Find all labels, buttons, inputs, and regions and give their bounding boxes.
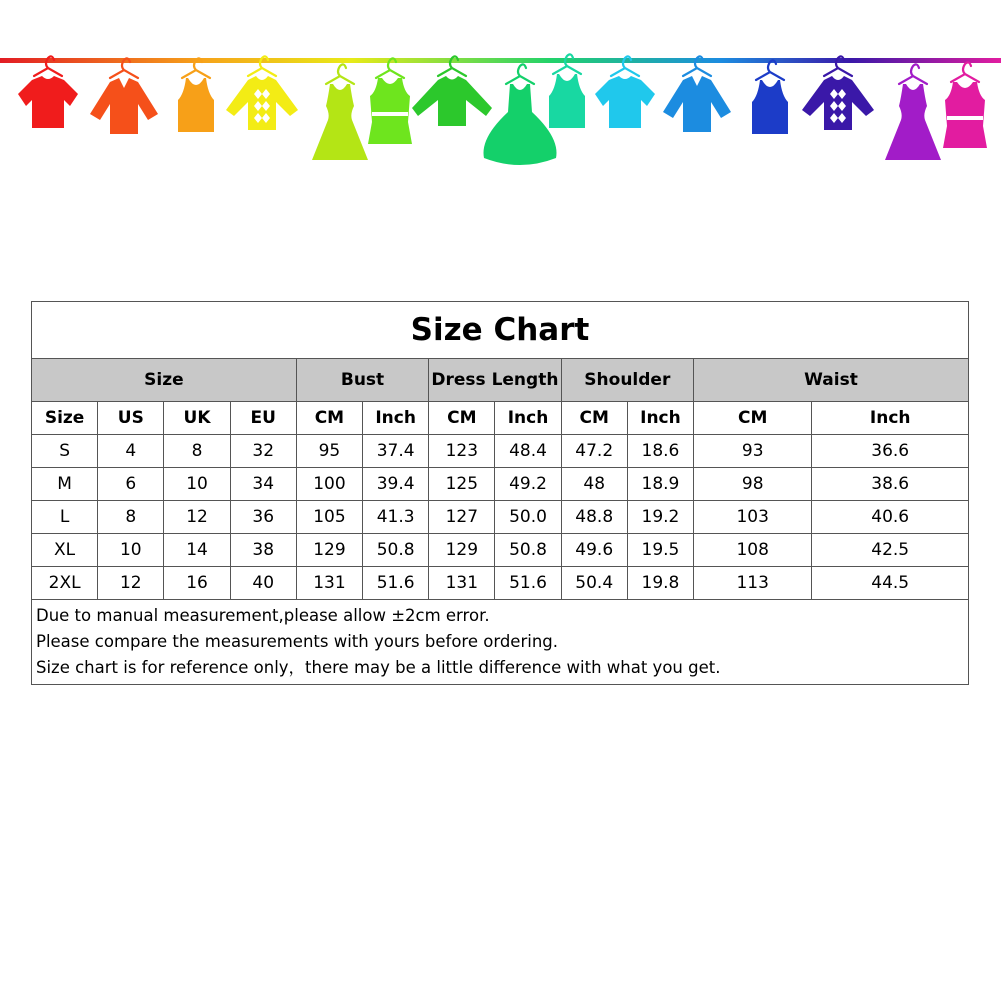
table-cell: 10 (164, 468, 230, 501)
table-cell: 93 (694, 435, 812, 468)
table-cell: 98 (694, 468, 812, 501)
table-cell: 18.9 (627, 468, 693, 501)
group-header-waist: Waist (694, 359, 969, 402)
table-cell: 16 (164, 567, 230, 600)
table-cell: 19.8 (627, 567, 693, 600)
table-row (32, 435, 969, 468)
table-cell: 36 (230, 501, 296, 534)
table-cell: 8 (98, 501, 164, 534)
table-cell: XL (32, 534, 98, 567)
table-cell: 10 (98, 534, 164, 567)
garment-icon (412, 56, 492, 126)
column-header: Inch (627, 402, 693, 435)
table-cell: 38.6 (812, 468, 969, 501)
table-cell: 50.8 (495, 534, 561, 567)
table-cell: 40.6 (812, 501, 969, 534)
group-header-shoulder: Shoulder (561, 359, 693, 402)
table-cell: 100 (296, 468, 362, 501)
table-cell: 8 (164, 435, 230, 468)
column-header: EU (230, 402, 296, 435)
table-cell: 129 (296, 534, 362, 567)
column-header: Inch (363, 402, 429, 435)
clothesline-banner (0, 0, 1001, 170)
table-row (32, 534, 969, 567)
garment-icon (368, 58, 412, 144)
column-header: Size (32, 402, 98, 435)
column-header: CM (694, 402, 812, 435)
table-cell: L (32, 501, 98, 534)
column-header: Inch (495, 402, 561, 435)
garment-icon (18, 56, 78, 128)
table-row (32, 501, 969, 534)
garment-icon (802, 56, 874, 130)
column-header: CM (296, 402, 362, 435)
column-header: UK (164, 402, 230, 435)
garment-icon (484, 64, 557, 165)
table-cell: 131 (296, 567, 362, 600)
table-cell: 129 (429, 534, 495, 567)
group-header-size: Size (32, 359, 297, 402)
table-cell: 105 (296, 501, 362, 534)
table-cell: 12 (98, 567, 164, 600)
garment-icon (178, 58, 214, 132)
table-cell: 2XL (32, 567, 98, 600)
table-cell: 51.6 (363, 567, 429, 600)
clothesline (0, 58, 1001, 63)
column-header: Inch (812, 402, 969, 435)
garment-icon (752, 60, 788, 134)
table-cell: 12 (164, 501, 230, 534)
table-cell: 42.5 (812, 534, 969, 567)
table-cell: 48.8 (561, 501, 627, 534)
table-cell: 123 (429, 435, 495, 468)
table-cell: 48.4 (495, 435, 561, 468)
table-row (32, 567, 969, 600)
table-cell: S (32, 435, 98, 468)
note-line: Due to manual measurement,please allow ±2cm error. (36, 606, 490, 625)
table-cell: 44.5 (812, 567, 969, 600)
table-cell: 50.4 (561, 567, 627, 600)
group-header-bust: Bust (296, 359, 428, 402)
garment-icon (312, 64, 368, 160)
table-cell: 38 (230, 534, 296, 567)
table-cell: 127 (429, 501, 495, 534)
table-row (32, 468, 969, 501)
table-cell: 14 (164, 534, 230, 567)
table-cell: 47.2 (561, 435, 627, 468)
table-cell: 49.2 (495, 468, 561, 501)
table-cell: 4 (98, 435, 164, 468)
table-title: Size Chart (32, 302, 969, 359)
table-cell: 50.8 (363, 534, 429, 567)
note-line: Please compare the measurements with yours before ordering. (36, 632, 559, 651)
table-cell: 51.6 (495, 567, 561, 600)
table-cell: 103 (694, 501, 812, 534)
garment-icon (885, 64, 941, 160)
group-header-dress-length: Dress Length (429, 359, 561, 402)
table-cell: 48 (561, 468, 627, 501)
table-cell: 95 (296, 435, 362, 468)
notes-cell (32, 600, 969, 685)
table-cell: 113 (694, 567, 812, 600)
note-line: Size chart is for reference only，there may be a little difference with what you get. (36, 658, 721, 677)
table-cell: 19.2 (627, 501, 693, 534)
table-cell: 6 (98, 468, 164, 501)
table-cell: 41.3 (363, 501, 429, 534)
table-cell: 19.5 (627, 534, 693, 567)
table-cell: 125 (429, 468, 495, 501)
garment-icon (90, 58, 158, 134)
garment-icon (663, 56, 731, 132)
table-cell: 36.6 (812, 435, 969, 468)
table-cell: 131 (429, 567, 495, 600)
column-header: CM (429, 402, 495, 435)
table-cell: 49.6 (561, 534, 627, 567)
garment-icon (226, 56, 298, 130)
column-header: US (98, 402, 164, 435)
garment-icon (595, 56, 655, 128)
table-cell: 37.4 (363, 435, 429, 468)
garment-icon (549, 54, 585, 128)
table-cell: 50.0 (495, 501, 561, 534)
table-cell: 18.6 (627, 435, 693, 468)
table-cell: 34 (230, 468, 296, 501)
garment-icon (943, 62, 987, 148)
table-cell: 32 (230, 435, 296, 468)
size-chart-table (31, 301, 969, 685)
table-cell: 108 (694, 534, 812, 567)
table-cell: M (32, 468, 98, 501)
table-cell: 39.4 (363, 468, 429, 501)
column-header: CM (561, 402, 627, 435)
table-cell: 40 (230, 567, 296, 600)
